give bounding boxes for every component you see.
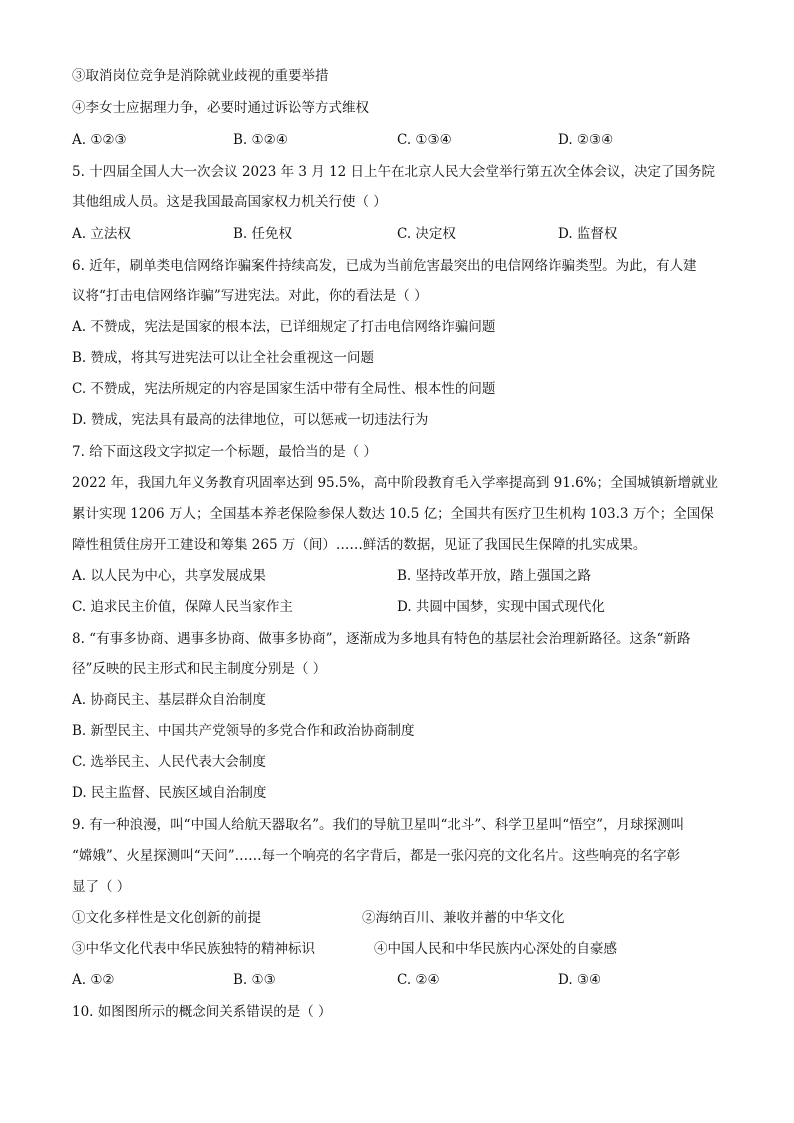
q8-option-c: C. 选举民主、人民代表大会制度 <box>72 754 266 770</box>
prev-option-c: C. ①③④ <box>397 132 452 148</box>
q9-statement-2: ②海纳百川、兼收并蓄的中华文化 <box>362 910 565 926</box>
q8-option-b: B. 新型民主、中国共产党领导的多党合作和政治协商制度 <box>72 723 415 739</box>
q6-option-b: B. 赞成，将其写进宪法可以让全社会重视这一问题 <box>72 350 375 366</box>
q7-stem: 7. 给下面这段文字拟定一个标题，最恰当的是（ ） <box>72 444 377 460</box>
q9-stem-line-3: 显了（ ） <box>72 879 131 895</box>
prev-statement-3: ③取消岗位竞争是消除就业歧视的重要举措 <box>72 68 329 84</box>
prev-option-a: A. ①②③ <box>72 132 127 148</box>
q5-option-b: B. 任免权 <box>233 226 293 242</box>
q8-stem-line-2: 径”反映的民主形式和民主制度分别是（ ） <box>72 661 327 677</box>
q9-option-c: C. ②④ <box>397 972 440 988</box>
q9-option-b: B. ①③ <box>233 972 276 988</box>
q9-stem-line-1: 9. 有一种浪漫，叫“中国人给航天器取名”。我们的导航卫星叫“北斗”、科学卫星叫“悟空”，月球探测叫 <box>72 817 685 833</box>
q7-option-b: B. 坚持改革开放，踏上强国之路 <box>397 568 592 584</box>
q9-statement-1: ①文化多样性是文化创新的前提 <box>72 910 261 926</box>
q8-option-a: A. 协商民主、基层群众自治制度 <box>72 692 266 708</box>
q9-statement-3: ③中华文化代表中华民族独特的精神标识 <box>72 941 315 957</box>
q5-option-c: C. 决定权 <box>397 226 456 242</box>
q9-stem-line-2: “嫦娥”、火星探测叫“天问”……每一个响亮的名字背后，都是一张闪亮的文化名片。这些响亮的名字彰 <box>72 848 681 864</box>
q5-option-d: D. 监督权 <box>558 226 618 242</box>
q5-option-a: A. 立法权 <box>72 226 131 242</box>
q10-stem: 10. 如图图所示的概念间关系错误的是（ ） <box>72 1004 332 1020</box>
q7-passage-line-1: 2022 年，我国九年义务教育巩固率达到 95.5%，高中阶段教育毛入学率提高到 91.6%；全国城镇新增就业 <box>72 475 719 491</box>
q7-option-a: A. 以人民为中心，共享发展成果 <box>72 568 266 584</box>
q7-passage-line-3: 障性租赁住房开工建设和筹集 265 万（间）……鲜活的数据，见证了我国民生保障的扎实成果。 <box>72 537 647 553</box>
q6-option-d: D. 赞成，宪法具有最高的法律地位，可以惩戒一切违法行为 <box>72 412 429 428</box>
q6-option-c: C. 不赞成，宪法所规定的内容是国家生活中带有全局性、根本性的问题 <box>72 381 496 397</box>
q9-option-d: D. ③④ <box>558 972 602 988</box>
q5-stem-line-2: 其他组成人员。这是我国最高国家权力机关行使（ ） <box>72 194 387 210</box>
q5-stem-line-1: 5. 十四届全国人大一次会议 2023 年 3 月 12 日上午在北京人民大会堂举行第五次全体会议，决定了国务院 <box>72 164 716 180</box>
q8-stem-line-1: 8. “有事多协商、遇事多协商、做事多协商”，逐渐成为多地具有特色的基层社会治理新路径。这条“新路 <box>72 631 691 647</box>
q7-option-c: C. 追求民主价值，保障人民当家作主 <box>72 599 293 615</box>
q7-option-d: D. 共圆中国梦，实现中国式现代化 <box>397 599 605 615</box>
prev-option-d: D. ②③④ <box>558 132 614 148</box>
prev-statement-4: ④李女士应据理力争，必要时通过诉讼等方式维权 <box>72 100 369 116</box>
q7-passage-line-2: 累计实现 1206 万人；全国基本养老保险参保人数达 10.5 亿；全国共有医疗卫生机构 103.3 万个；全国保 <box>72 506 714 522</box>
prev-option-b: B. ①②④ <box>233 132 288 148</box>
q6-stem-line-1: 6. 近年，刷单类电信网络诈骗案件持续高发，已成为当前危害最突出的电信网络诈骗类型。为此，有人建 <box>72 258 697 274</box>
q9-statement-4: ④中国人民和中华民族内心深处的自豪感 <box>374 941 617 957</box>
q8-option-d: D. 民主监督、民族区域自治制度 <box>72 785 267 801</box>
q6-stem-line-2: 议将“打击电信网络诈骗”写进宪法。对此，你的看法是（ ） <box>72 288 428 304</box>
q6-option-a: A. 不赞成，宪法是国家的根本法，已详细规定了打击电信网络诈骗问题 <box>72 319 496 335</box>
q9-option-a: A. ①② <box>72 972 115 988</box>
